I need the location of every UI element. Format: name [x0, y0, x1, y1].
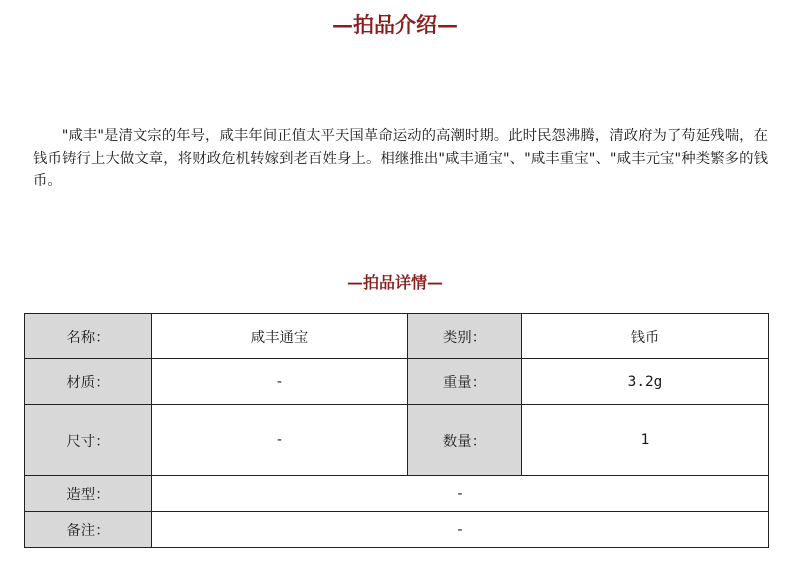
material-value: - [152, 359, 408, 405]
shape-value: - [152, 476, 769, 512]
details-section-title: —拍品详情— [346, 273, 443, 292]
category-label: 类别： [408, 314, 522, 359]
table-row [25, 359, 769, 405]
size-value: - [152, 405, 408, 476]
material-label: 材质： [25, 359, 152, 405]
intro-paragraph: "咸丰"是清文宗的年号，咸丰年间正值太平天国革命运动的高潮时期。此时民怨沸腾，清政府为了苟延残喘，在钱币铸行上大做文章，将财政危机转嫁到老百姓身上。相继推出"咸丰通宝"、"咸丰重宝"、"咸丰元宝"种类繁多的钱币。 [33, 128, 768, 189]
name-value: 咸丰通宝 [152, 314, 408, 359]
quantity-value: 1 [522, 405, 769, 476]
intro-section-title: —拍品介绍— [332, 12, 458, 37]
shape-label: 造型： [25, 476, 152, 512]
table-row [25, 405, 769, 476]
name-label: 名称： [25, 314, 152, 359]
quantity-label: 数量： [408, 405, 522, 476]
weight-label: 重量： [408, 359, 522, 405]
category-value: 钱币 [522, 314, 769, 359]
details-table [24, 313, 769, 548]
remark-value: - [152, 512, 769, 548]
table-row [25, 476, 769, 512]
table-row [25, 512, 769, 548]
table-row [25, 314, 769, 359]
size-label: 尺寸： [25, 405, 152, 476]
remark-label: 备注： [25, 512, 152, 548]
weight-value: 3.2g [522, 359, 769, 405]
